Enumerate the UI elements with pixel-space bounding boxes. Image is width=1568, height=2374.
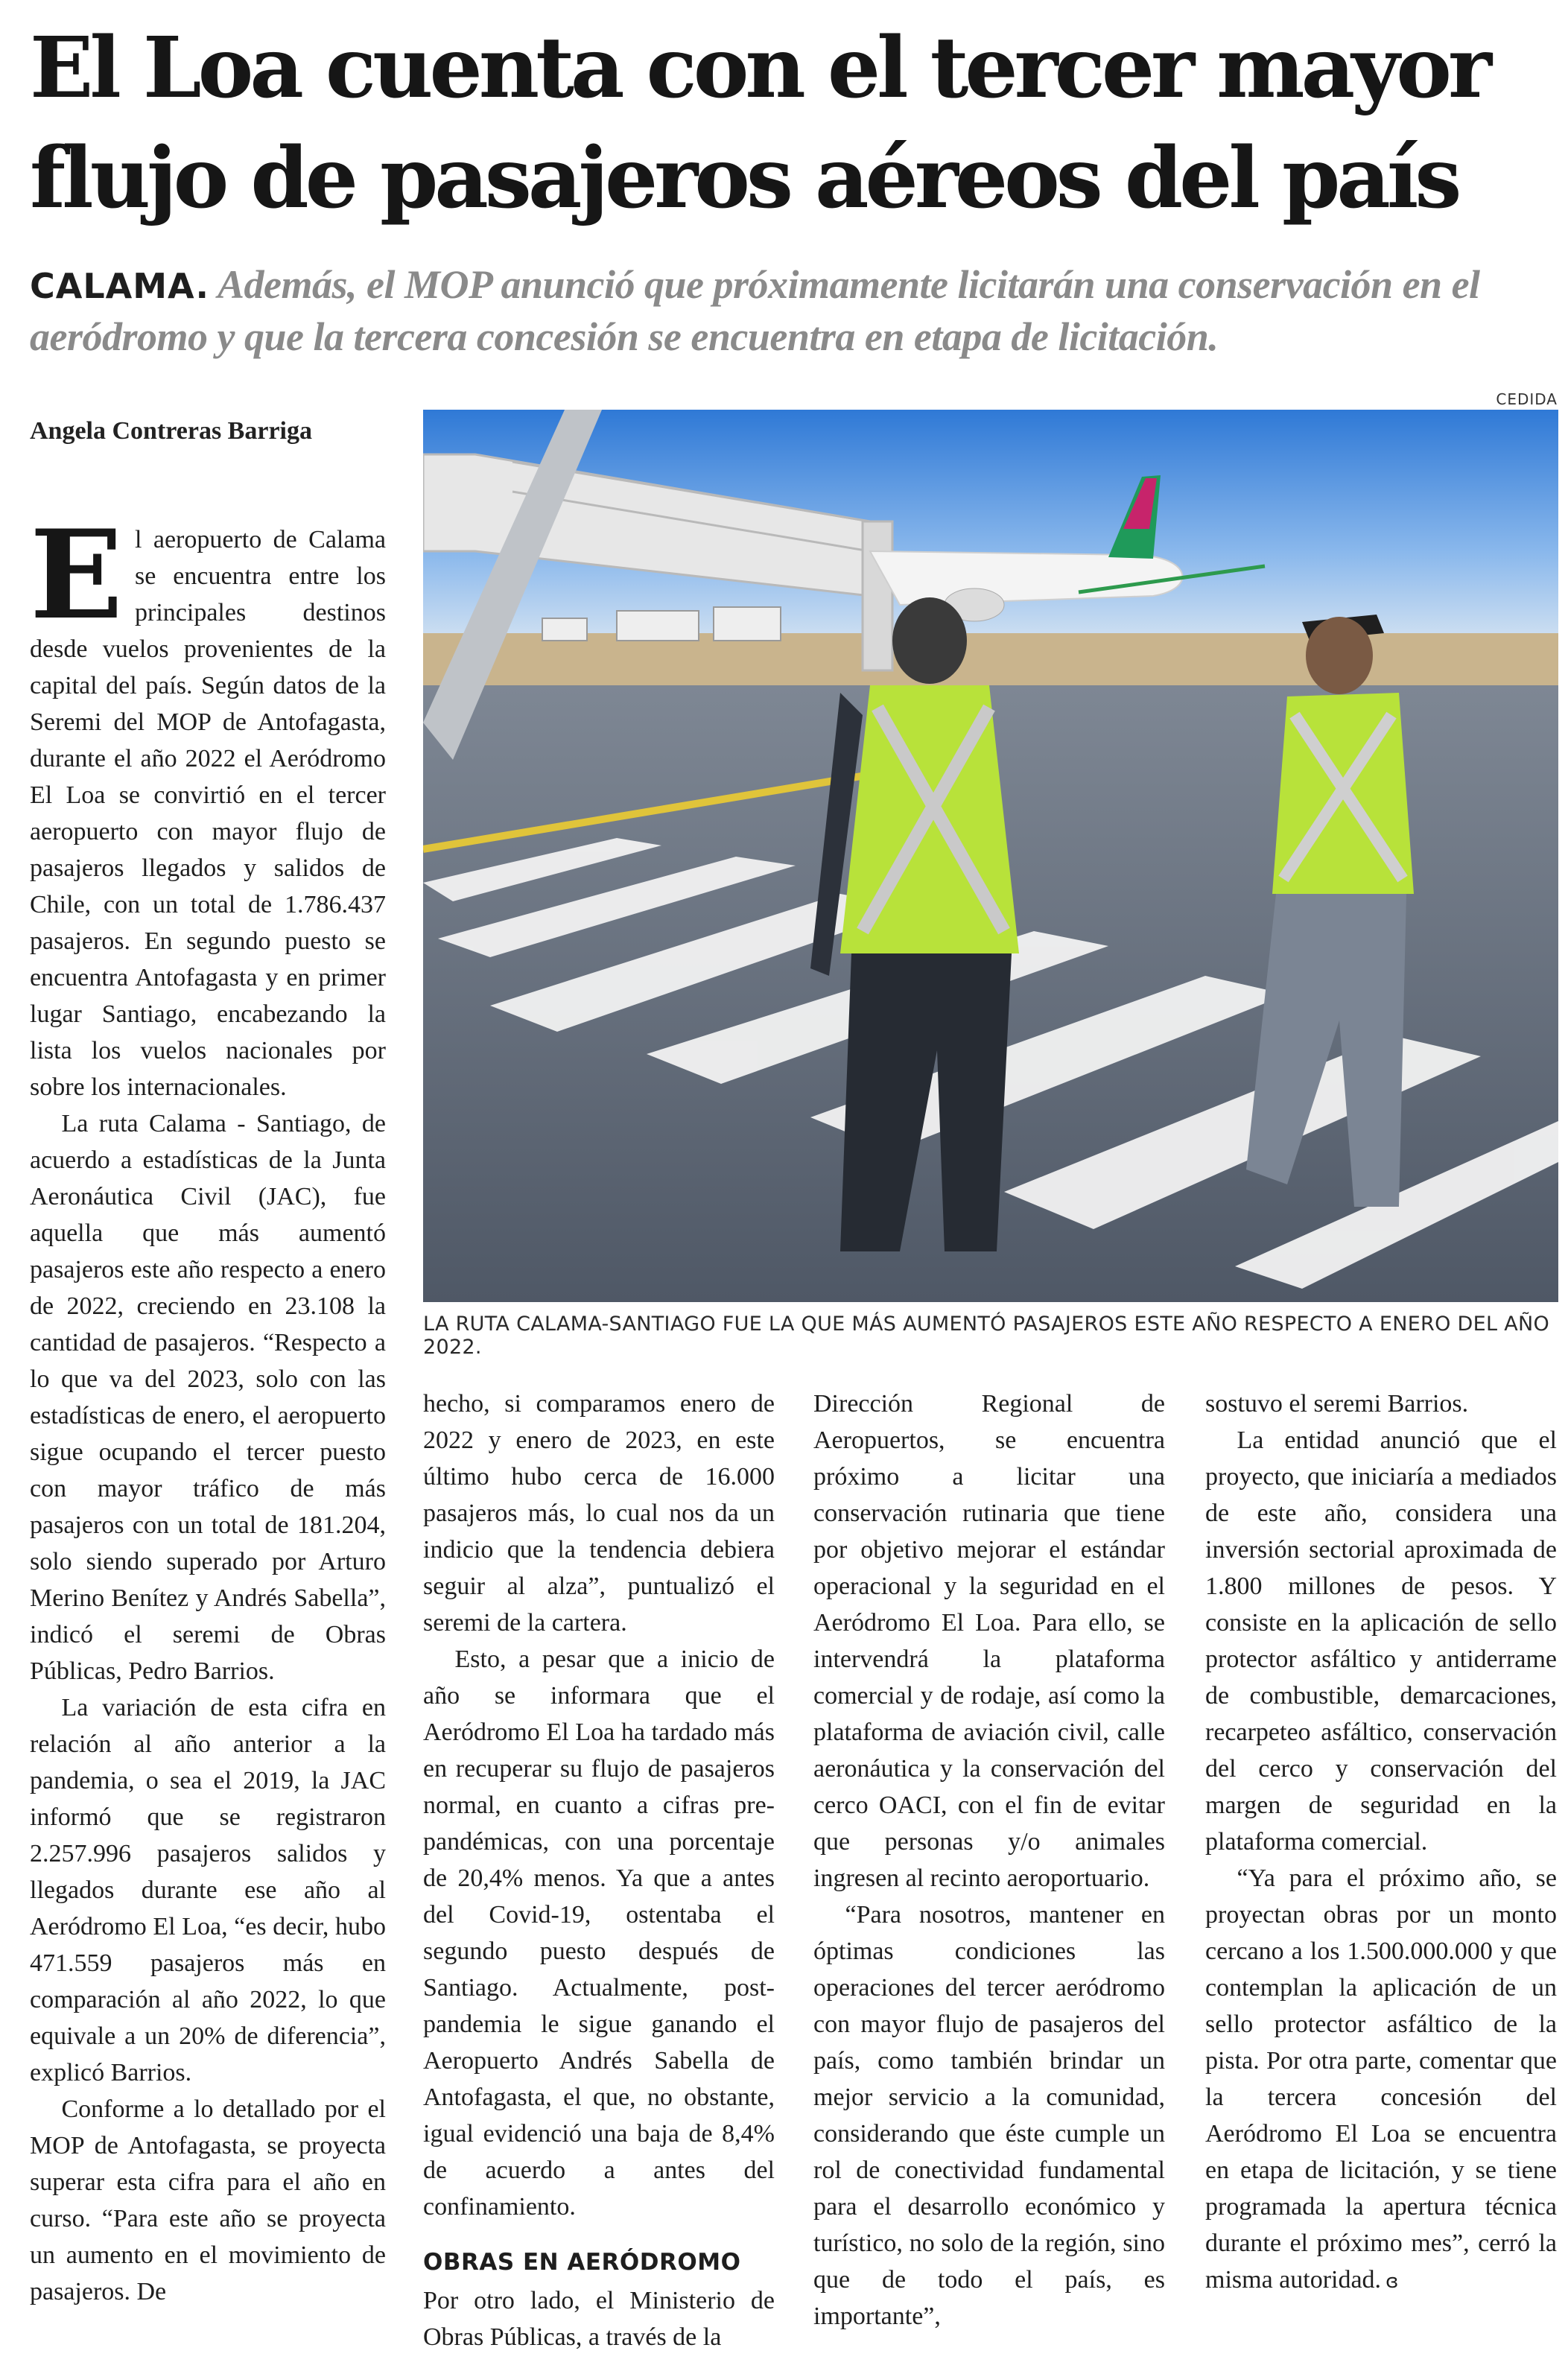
headline-line-2: flujo de pasajeros aéreos del país — [30, 130, 1459, 227]
paragraph-7: Por otro lado, el Ministerio de Obras Públicas, a través de la — [423, 2287, 775, 2351]
paragraph-8: Dirección Regional de Aeropuertos, se encuentra próximo a licitar una conservación rutinaria que tiene por objetivo mejorar el estándar operacional y la seguridad en el Aeródromo El Loa. Para ello, se intervendrá la plataforma comercial y de rodaje, así como la plataforma de aviación civil, calle aeronáutica y la conservación del cerco OACI, con el fin de evitar que personas y/o animales ingresen al recinto aeroportuario. — [813, 1390, 1165, 1892]
paragraph-3: La variación de esta cifra en relación al año anterior a la pandemia, o sea el 2019, la JAC informó que se registraron 2.257.996 pasajeros salidos y llegados durante ese año al Aeródromo El Loa, “es decir, hubo 471.559 pasajeros más en comparación al año 2022, lo que equivale a un 20% de diferencia”, explicó Barrios. — [30, 1694, 386, 2086]
paragraph-12 — [1205, 1860, 1557, 2300]
paragraph-5: hecho, si comparamos enero de 2022 y enero de 2023, en este último hubo cerca de 16.000 pasajeros más, lo cual nos da un indicio que la tendencia debiera seguir al alza”, puntualizó el seremi de la cartera. — [423, 1390, 775, 1637]
article-photo — [423, 410, 1558, 1302]
paragraph-4: Conforme a lo detallado por el MOP de Antofagasta, se proyecta superar esta cifra para el año en curso. “Para este año se proyecta un aumento en el movimiento de pasajeros. De — [30, 2095, 386, 2305]
paragraph-10: sostuvo el seremi Barrios. — [1205, 1390, 1469, 1418]
byline: Angela Contreras Barriga — [30, 417, 312, 445]
deck — [30, 259, 1549, 362]
paragraph-9: “Para nosotros, mantener en óptimas condiciones las operaciones del tercer aeródromo con mayor flujo de pasajeros del país, como también brindar un mejor servicio a la comunidad, considerando que éste cumple un rol de conectividad fundamental para el desarrollo económico y turístico, no solo de la región, sino que de todo el país, es importante”, — [813, 1901, 1165, 2330]
deck-text: Además, el MOP anunció que próximamente licitarán una conservación en el aeródromo y que la tercera concesión se encuentra en etapa de licitación. — [30, 262, 1480, 359]
column-2 — [423, 1386, 775, 2355]
column-4 — [1205, 1386, 1557, 2300]
column-1 — [30, 503, 386, 2310]
paragraph-2: La ruta Calama - Santiago, de acuerdo a estadísticas de la Junta Aeronáutica Civil (JAC), fue aquella que más aumentó pasajeros este año respecto a enero de 2022, creciendo en 23.108 la cantidad de pasajeros. “Respecto a lo que va del 2023, solo con las estadísticas de enero, el aeropuerto sigue ocupando el tercer puesto con mayor tráfico de más pasajeros con un total de 181.204, solo siendo superado por Arturo Merino Benítez y Andrés Sabella”, indicó el seremi de Obras Públicas, Pedro Barrios. — [30, 1110, 386, 1685]
paragraph-1-text: l aeropuerto de Calama se encuentra entre los principales destinos desde vuelos provenientes de la capital del país. Según datos de la Seremi del MOP de Antofagasta, durante el año 2022 el Aeródromo El Loa se convirtió en el tercer aeropuerto con mayor flujo de pasajeros llegados y salidos de Chile, con un total de 1.786.437 pasajeros. En segundo puesto se encuentra Antofagasta y en primer lugar Santiago, encabezando la lista los vuelos nacionales por sobre los internacionales. — [30, 526, 386, 1101]
column-3 — [813, 1386, 1165, 2335]
end-mark-icon: ɞ — [1386, 2270, 1399, 2293]
headline-line-1: El Loa cuenta con el tercer mayor — [30, 19, 1488, 117]
headline — [30, 13, 1549, 234]
paragraph-1 — [30, 503, 386, 1105]
paragraph-11: La entidad anunció que el proyecto, que iniciaría a mediados de este año, considera una inversión sectorial aproximada de 1.800 millones de pesos. Y consiste en la aplicación de sello protector asfáltico y antiderrame de combustible, demarcaciones, recarpeteo asfáltico, conservación del cerco y conservación del margen de seguridad en la plataforma comercial. — [1205, 1426, 1557, 1856]
photo-credit: CEDIDA — [1496, 390, 1558, 408]
photo-caption: LA RUTA CALAMA-SANTIAGO FUE LA QUE MÁS AUMENTÓ PASAJEROS ESTE AÑO RESPECTO A ENERO DEL AÑO 2022. — [423, 1313, 1550, 1359]
drop-cap: E — [30, 503, 124, 647]
paragraph-12-text: “Ya para el próximo año, se proyectan obras por un monto cercano a los 1.500.000.000 y que contemplan la aplicación de un sello protector asfáltico de la pista. Por otra parte, comentar que la tercera concesión del Aeródromo El Loa se encuentra en etapa de licitación, y se tiene programada la apertura técnica durante el próximo mes”, cerró la misma autoridad. — [1205, 1864, 1557, 2294]
subhead: OBRAS EN AERÓDROMO — [423, 2249, 741, 2276]
paragraph-6: Esto, a pesar que a inicio de año se informara que el Aeródromo El Loa ha tardado más en recuperar su flujo de pasajeros normal, en cuanto a cifras pre-pandémicas, con una porcentaje de 20,4% menos. Ya que a antes del Covid-19, ostentaba el segundo puesto después de Santiago. Actualmente, post-pandemia le sigue ganando el Aeropuerto Andrés Sabella de Antofagasta, el que, no obstante, igual evidenció una baja de 8,4% de acuerdo a antes del confinamiento. — [423, 1645, 775, 2221]
dateline: CALAMA. — [30, 266, 209, 306]
